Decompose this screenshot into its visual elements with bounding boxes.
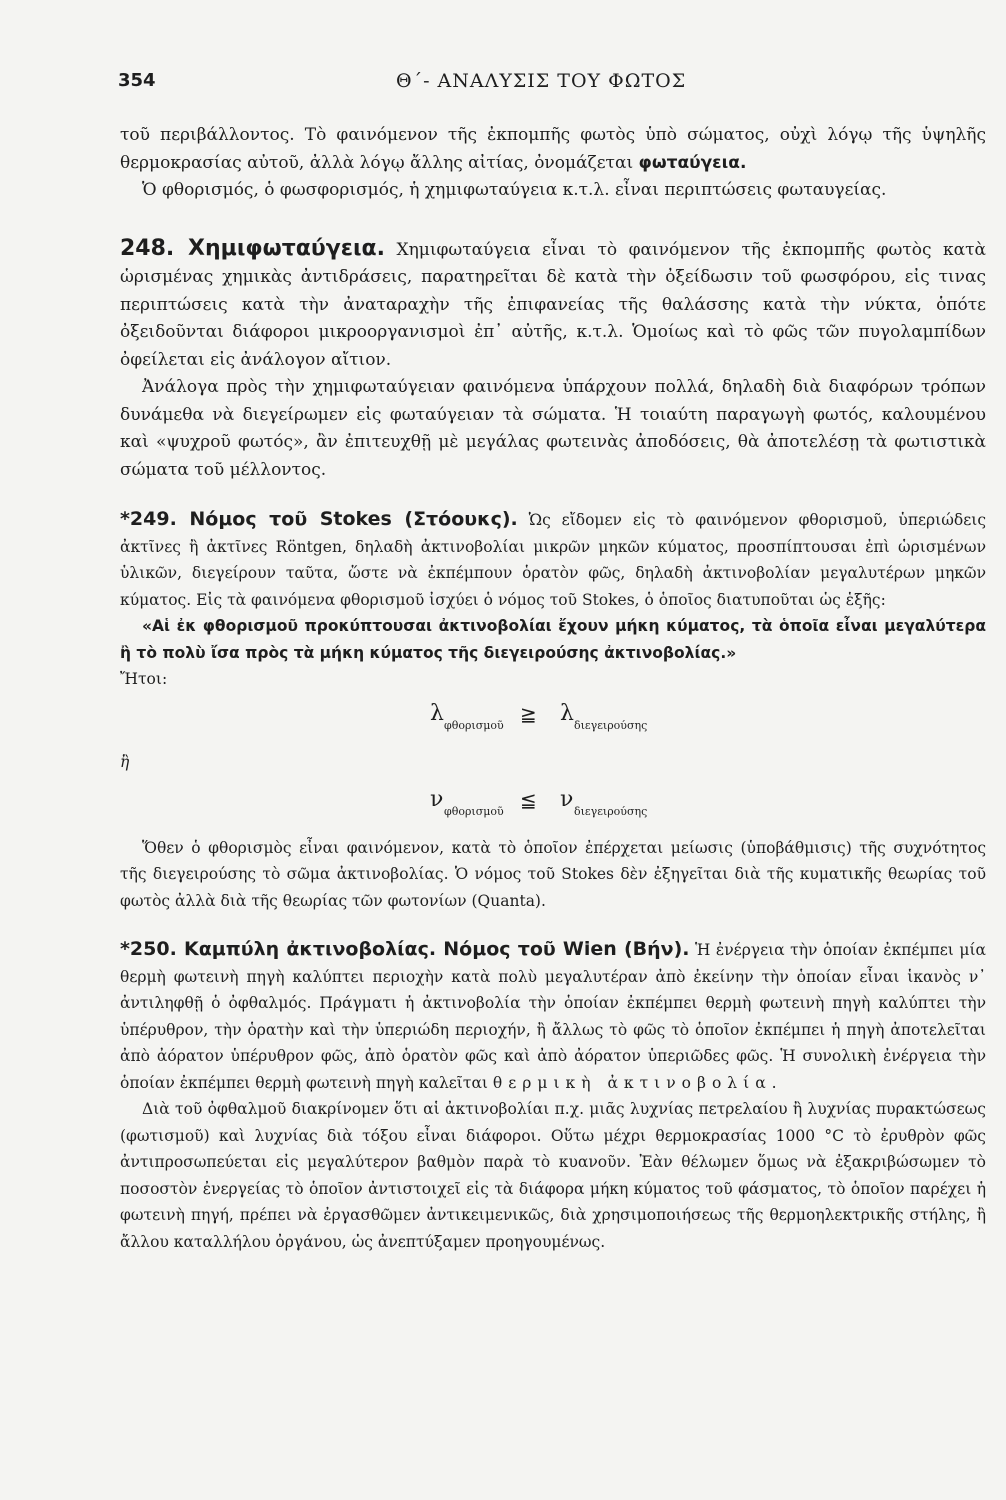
intro-paragraph [120,122,986,177]
nu-subscript-left: φθορισμοῦ [444,804,504,818]
page-body [120,122,986,1255]
section-248-paragraph-2: Ἀνάλογα πρὸς τὴν χημιφωταύγειαν φαινόμενα ὑπάρχουν πολλά, δηλαδὴ διὰ διαφόρων τρόπων δυνάμεθα νὰ διεγείρωμεν εἰς φωταύγειαν τὰ σώματα. Ἡ τοιαύτη παραγωγὴ φωτός, καλουμένου καὶ «ψυχροῦ φωτός», ἂν ἐπιτευχθῇ μὲ μεγάλας φωτεινὰς ἀποδόσεις, θὰ ἀποτελέσῃ τὰ φωτιστικὰ σώματα τοῦ μέλλοντος. [120,377,986,480]
section-250-heading: *250. Καμπύλη ἀκτινοβολίας. Νόμος τοῦ Wien (Βήν). [120,938,690,960]
running-title: Θ΄- ΑΝΑΛΥΣΙΣ ΤΟΥ ΦΩΤΟΣ [396,70,687,92]
formula-frequency [120,779,986,835]
section-249 [120,506,986,1255]
section-248-paragraph [120,235,986,375]
intro-term: φωταύγεια. [638,152,747,173]
section-249-paragraph [120,506,986,613]
htoi-label: Ἤτοι: [120,670,168,688]
section-250-paragraph-2: Διὰ τοῦ ὀφθαλμοῦ διακρίνομεν ὅτι αἱ ἀκτινοβολίαι π.χ. μιᾶς λυχνίας πετρελαίου ἢ λυχνίας πυρακτώσεως (φωτισμοῦ) καὶ λυχνίας διὰ τόξου εἶναι διάφοροι. Οὕτω μέχρι θερμοκρασίας 1000 °C τὸ ἐρυθρὸν φῶς ἀντιπροσωπεύεται εἰς μεγαλύτερον βαθμὸν παρὰ τὸ κυανοῦν. Ἐὰν θέλωμεν ὅμως νὰ ἐξακριβώσωμεν τὸ ποσοστὸν ἐνεργείας τὸ ὁποῖον ἀντιστοιχεῖ εἰς τὰ διάφορα μήκη κύματος τοῦ φάσματος, τὸ ὁποῖον παρέχει ἡ φωτεινὴ πηγή, πρέπει νὰ ἐργασθῶμεν ἀντικειμενικῶς, διὰ χρησιμοποιήσεως τῆς θερμοηλεκτρικῆς στήλης, ἢ ἄλλου καταλλήλου ὀργάνου, ὡς ἀνεπτύξαμεν προηγουμένως. [120,1100,986,1251]
less-equal-sign: ≦ [520,787,537,812]
section-250-text: Ἡ ἐνέργεια τὴν ὁποίαν ἐκπέμπει μία θερμὴ φωτεινὴ πηγὴ καλύπτει περιοχὴν κατὰ πολὺ μεγαλυτέραν ἀπὸ ἐκείνην τὴν ὁποίαν εἶναι ἱκανὸς ν᾿ ἀντιληφθῇ ὁ ὀφθαλμός. Πράγματι ἡ ἀκτινοβολία τὴν ὁποίαν ἐκπέμπει θερμὴ φωτεινὴ πηγὴ καλύπτει τὴν ὑπέρυθρον, τὴν ὁρατὴν καὶ τὴν ὑπεριώδη περιοχήν, ἢ ἄλλως τὸ φῶς τὸ ὁποῖον ἐκπέμπει ἡ πηγὴ ἀποτελεῖται ἀπὸ ἀόρατον ὑπέρυθρον φῶς, ἀπὸ ὁρατὸν φῶς καὶ ἀπὸ ἀόρατον ὑπεριῶδες φῶς. Ἡ συνολικὴ ἐνέργεια τὴν ὁποίαν ἐκπέμπει θερμὴ φωτεινὴ πηγὴ καλεῖται [120,941,986,1092]
intro-paragraph-2: Ὁ φθορισμός, ὁ φωσφορισμός, ἡ χημιφωταύγεια κ.τ.λ. εἶναι περιπτώσεις φωταυγείας. [142,180,887,200]
nu-subscript-right: διεγειρούσης [574,804,648,818]
nu-symbol-right: ν [560,786,574,812]
section-249-heading: *249. Νόμος τοῦ Stokes (Στόουκς). [120,508,518,530]
section-249-text: Ὡς εἴδομεν εἰς τὸ φαινόμενον φθορισμοῦ, ὑπεριώδεις ἀκτῖνες ἢ ἀκτῖνες Röntgen, δηλαδὴ ἀκτινοβολίαι μικρῶν μηκῶν κύματος, προσπίπτουσαι ἐπὶ ὡρισμένων ὑλικῶν, διεγείρουν ταῦτα, ὥστε νὰ ἐκπέμπουν ὁρατὸν φῶς, δηλαδὴ ἀκτινοβολίαν μεγαλυτέρων μηκῶν κύματος. Εἰς τὰ φαινόμενα φθορισμοῦ ἰσχύει ὁ νόμος τοῦ Stokes, ὁ ὁποῖος διατυποῦται ὡς ἑξῆς: [120,511,986,609]
lambda-subscript-right: διεγειρούσης [574,718,648,732]
intro-text: τοῦ περιβάλλοντος. Τὸ φαινόμενον τῆς ἐκπομπῆς φωτὸς ὑπὸ σώματος, οὐχὶ λόγῳ τῆς ὑψηλῆς θερμοκρασίας αὐτοῦ, ἀλλὰ λόγῳ ἄλλης αἰτίας, ὀνομάζεται [120,125,986,173]
section-250-paragraph [120,936,986,1096]
lambda-symbol-left: λ [430,700,444,726]
greater-equal-sign: ≧ [520,701,537,726]
stokes-law-statement: «Αἱ ἐκ φθορισμοῦ προκύπτουσαι ἀκτινοβολίαι ἔχουν μήκη κύματος, τὰ ὁποῖα εἶναι μεγαλύτερα ἢ τὸ πολὺ ἴσα πρὸς τὰ μήκη κύματος τῆς διεγειρούσης ἀκτινοβολίας.» [120,617,986,662]
formula-wavelength [120,693,986,749]
or-label: ἢ [120,752,130,771]
lambda-subscript-left: φθορισμοῦ [444,718,504,732]
section-248-heading: 248. Χημιφωταύγεια. [120,235,386,261]
lambda-symbol-right: λ [560,700,574,726]
page-header [118,70,918,100]
page-number: 354 [118,70,156,91]
thermal-radiation-term: θερμικὴ ἀκτινοβολία. [492,1073,783,1092]
section-248-text: Χημιφωταύγεια εἶναι τὸ φαινόμενον τῆς ἐκπομπῆς φωτὸς κατὰ ὡρισμένας χημικὰς ἀντιδράσεις, παρατηρεῖται δὲ κατὰ τὴν ὀξείδωσιν τοῦ φωσφόρου, εἰς τινας περιπτώσεις κατὰ τὴν ἀναταραχὴν τῆς ἐπιφανείας τῆς θαλάσσης κατὰ τὴν νύκτα, ὁπότε ὀξειδοῦνται διάφοροι μικροοργανισμοὶ ἐπ᾿ αὐτῆς, κ.τ.λ. Ὁμοίως καὶ τὸ φῶς τῶν πυγολαμπίδων ὀφείλεται εἰς ἀνάλογον αἴτιον. [120,239,986,370]
section-249-paragraph-2: Ὅθεν ὁ φθορισμὸς εἶναι φαινόμενον, κατὰ τὸ ὁποῖον ἐπέρχεται μείωσις (ὑποβάθμισις) τῆς συχνότητος τῆς διεγειρούσης τὸ σῶμα ἀκτινοβολίας. Ὁ νόμος τοῦ Stokes δὲν ἐξηγεῖται διὰ τῆς κυματικῆς θεωρίας τοῦ φωτὸς ἀλλὰ διὰ τῆς θεωρίας τῶν φωτονίων (Quanta). [120,838,986,910]
nu-symbol-left: ν [430,786,444,812]
